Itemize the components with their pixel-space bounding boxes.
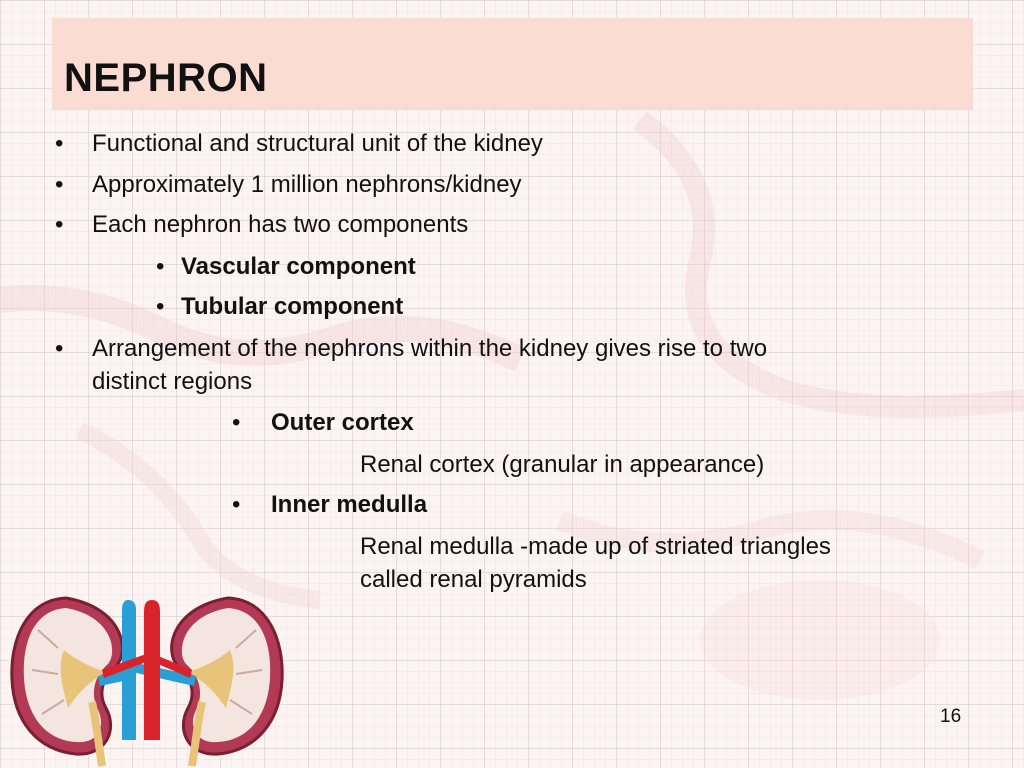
inner-medulla-description: Renal medulla -made up of striated triangles [360,533,831,560]
bullet-marker: • [55,335,64,362]
sub-bullet-marker: • [232,491,241,518]
bullet-marker: • [55,211,64,238]
sub-bullet-marker: • [156,253,165,280]
slide-title: NEPHRON [64,56,268,100]
sub-bullet-marker: • [156,293,165,320]
kidneys-icon [6,590,286,768]
bullet-arrangement-continued: distinct regions [92,368,253,395]
bullet-marker: • [55,130,64,157]
outer-cortex-description: Renal cortex (granular in appearance) [360,451,765,478]
sub-bullet-vascular-component: Vascular component [181,253,416,280]
bullet-functional-unit: Functional and structural unit of the kidney [92,130,543,157]
bullet-arrangement: Arrangement of the nephrons within the kidney gives rise to two [92,335,768,362]
inner-medulla-description-continued: called renal pyramids [360,566,587,593]
sub-bullet-marker: • [232,409,241,436]
sub-bullet-inner-medulla: Inner medulla [271,491,428,518]
bullet-two-components: Each nephron has two components [92,211,469,238]
title-bar [52,18,973,110]
bullet-marker: • [55,171,64,198]
page-number: 16 [940,706,962,727]
sub-bullet-tubular-component: Tubular component [181,293,404,320]
bullet-nephron-count: Approximately 1 million nephrons/kidney [92,171,522,198]
sub-bullet-outer-cortex: Outer cortex [271,409,414,436]
